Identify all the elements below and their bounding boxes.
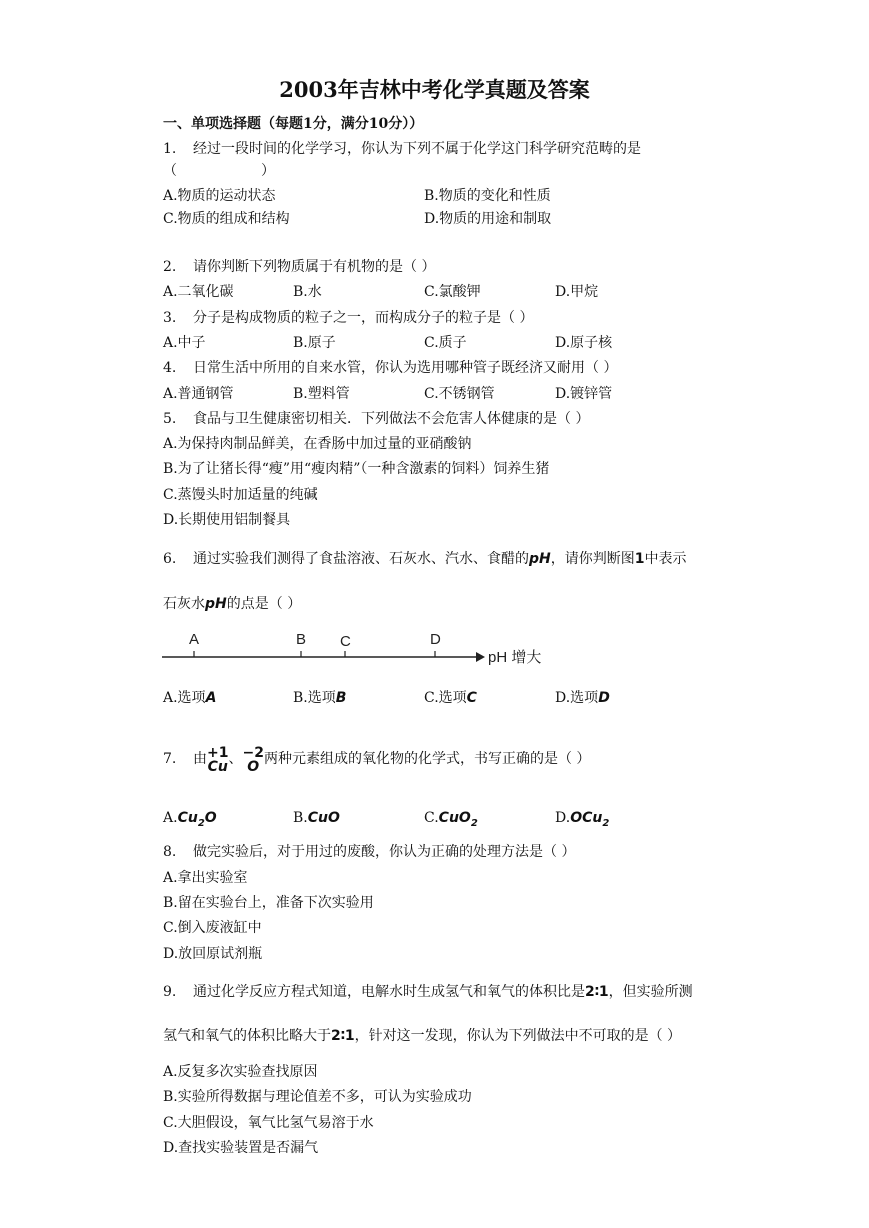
- valence-number: +1: [207, 745, 229, 761]
- option-prefix: C.选项: [424, 690, 467, 706]
- question-number: 1.: [163, 141, 177, 157]
- option-d: D.镀锌管: [555, 386, 613, 402]
- option-symbol: D: [598, 690, 610, 706]
- option-c: C.蒸馒头时加适量的纯碱: [163, 487, 318, 503]
- option-d: D.长期使用铝制餐具: [163, 512, 291, 528]
- option-b: B.为了让猪长得“瘦”用“瘦肉精”（一种含激素的饲料）饲养生猪: [163, 461, 550, 477]
- question-number: 5.: [163, 411, 177, 427]
- formula-subscript: 2: [602, 817, 610, 829]
- option-b: B.水: [293, 284, 322, 300]
- option-d: D.放回原试剂瓶: [163, 946, 263, 962]
- option-prefix: D.: [555, 810, 571, 826]
- question-1-blank: （ ）: [163, 163, 275, 179]
- formula-part: OCu: [570, 810, 603, 826]
- cu-valence: [207, 746, 228, 774]
- formula-subscript: 2: [470, 817, 478, 829]
- question-text: 通过化学反应方程式知道，电解水时生成氢气和氧气的体积比是: [193, 984, 585, 1000]
- option-d: D.查找实验装置是否漏气: [163, 1140, 319, 1156]
- question-6-stem-line2: [163, 594, 301, 614]
- ph-symbol: pH: [529, 551, 551, 567]
- option-prefix: A.: [163, 810, 178, 826]
- question-8-stem: [163, 842, 575, 862]
- formula-part: Cu: [177, 810, 198, 826]
- option-c: C.大胆假设，氧气比氢气易溶于水: [163, 1115, 374, 1131]
- option-a: [163, 688, 216, 708]
- separator: 、: [228, 751, 243, 767]
- formula-part: O: [204, 810, 217, 826]
- question-5-stem: [163, 409, 589, 429]
- question-text: 由: [193, 751, 207, 767]
- option-symbol: C: [466, 690, 477, 706]
- formula: [570, 810, 610, 829]
- point-label-a: A: [189, 631, 200, 648]
- axis-arrowhead: [476, 652, 485, 662]
- ratio: 2∶1: [585, 984, 609, 1000]
- option-b: B.物质的变化和性质: [424, 188, 551, 204]
- option-c: C.倒入废液缸中: [163, 920, 262, 936]
- question-text: 日常生活中所用的自来水管，你认为选用哪种管子既经济又耐用（ ）: [193, 360, 618, 376]
- point-label-c: C: [340, 633, 351, 650]
- ph-axis-figure: [158, 626, 548, 672]
- formula: CuO: [307, 810, 340, 826]
- option-prefix: A.选项: [163, 690, 206, 706]
- question-text: ，但实验所测: [608, 984, 693, 1000]
- option-a: A.物质的运动状态: [163, 188, 276, 204]
- question-number: 4.: [163, 360, 177, 376]
- option-symbol: A: [205, 690, 217, 706]
- ph-symbol: pH: [205, 596, 227, 612]
- o-valence: [242, 746, 263, 774]
- figure-number: 1: [634, 551, 645, 567]
- question-number: 3.: [163, 310, 177, 326]
- option-a: [163, 808, 217, 834]
- option-b: B.塑料管: [293, 386, 350, 402]
- question-number: 6.: [163, 551, 177, 567]
- question-text: 分子是构成物质的粒子之一，而构成分子的粒子是（ ）: [193, 310, 534, 326]
- ratio: 2∶1: [331, 1028, 355, 1044]
- option-c: C.不锈钢管: [424, 386, 495, 402]
- question-6-stem: [163, 549, 687, 569]
- option-prefix: D.选项: [555, 690, 599, 706]
- option-a: A.为保持肉制品鲜美，在香肠中加过量的亚硝酸钠: [163, 436, 472, 452]
- option-b: [293, 688, 346, 708]
- option-a: A.中子: [163, 335, 206, 351]
- option-d: D.物质的用途和制取: [424, 211, 552, 227]
- question-text: 中表示: [644, 551, 687, 567]
- option-d: D.原子核: [555, 335, 613, 351]
- element-symbol: Cu: [207, 759, 228, 775]
- option-c: [424, 808, 478, 834]
- option-b: [293, 808, 340, 828]
- question-text: 做完实验后，对于用过的废酸，你认为正确的处理方法是（ ）: [193, 844, 576, 860]
- question-text: 请你判断下列物质属于有机物的是（ ）: [193, 259, 436, 275]
- question-text: 石灰水: [163, 596, 205, 612]
- option-a: A.反复多次实验查找原因: [163, 1064, 318, 1080]
- question-text: ，针对这一发现，你认为下列做法中不可取的是（ ）: [354, 1028, 682, 1044]
- option-c: C.物质的组成和结构: [163, 211, 290, 227]
- option-prefix: B.选项: [293, 690, 336, 706]
- option-a: A.拿出实验室: [163, 870, 248, 886]
- option-prefix: B.: [293, 810, 308, 826]
- question-text: 食品与卫生健康密切相关．下列做法不会危害人体健康的是（ ）: [193, 411, 590, 427]
- valence-number: −2: [242, 745, 264, 761]
- point-label-b: B: [296, 631, 307, 648]
- question-number: 8.: [163, 844, 177, 860]
- formula-subscript: 2: [197, 817, 205, 829]
- option-c: C.质子: [424, 335, 467, 351]
- question-number: 9.: [163, 984, 177, 1000]
- option-a: A.普通钢管: [163, 386, 234, 402]
- option-a: A.二氧化碳: [163, 284, 234, 300]
- question-number: 7.: [163, 751, 177, 767]
- section-heading: 一、单项选择题（每题1分，满分10分））: [163, 116, 424, 132]
- question-text: 两种元素组成的氧化物的化学式，书写正确的是（ ）: [263, 751, 591, 767]
- option-d: [555, 688, 610, 708]
- question-2-stem: [163, 257, 435, 277]
- question-text: 经过一段时间的化学学习，你认为下列不属于化学这门科学研究范畴的是: [193, 141, 641, 157]
- question-9-stem-line2: [163, 1026, 681, 1046]
- option-b: B.实验所得数据与理论值差不多，可认为实验成功: [163, 1089, 472, 1105]
- formula-part: CuO: [438, 810, 471, 826]
- formula: [438, 810, 478, 829]
- axis-label: pH 增大: [488, 649, 542, 666]
- element-symbol: O: [247, 759, 260, 775]
- question-number: 2.: [163, 259, 177, 275]
- option-c: [424, 688, 477, 708]
- option-d: D.甲烷: [555, 284, 599, 300]
- question-text: 通过实验我们测得了食盐溶液、石灰水、汽水、食醋的: [193, 551, 529, 567]
- question-1-stem: [163, 139, 641, 159]
- question-text: 的点是（ ）: [226, 596, 302, 612]
- page-title: 2003年吉林中考化学真题及答案: [279, 77, 590, 102]
- question-3-stem: [163, 308, 533, 328]
- option-d: [555, 808, 609, 834]
- option-prefix: C.: [424, 810, 439, 826]
- option-b: B.留在实验台上，准备下次实验用: [163, 895, 374, 911]
- formula: [177, 810, 217, 829]
- question-7-stem: [163, 746, 590, 774]
- question-text: 氢气和氧气的体积比略大于: [163, 1028, 331, 1044]
- option-c: C.氯酸钾: [424, 284, 481, 300]
- option-symbol: B: [335, 690, 347, 706]
- question-text: ，请你判断图: [550, 551, 635, 567]
- question-4-stem: [163, 358, 617, 378]
- option-b: B.原子: [293, 335, 336, 351]
- question-9-stem: [163, 982, 693, 1002]
- point-label-d: D: [430, 631, 441, 648]
